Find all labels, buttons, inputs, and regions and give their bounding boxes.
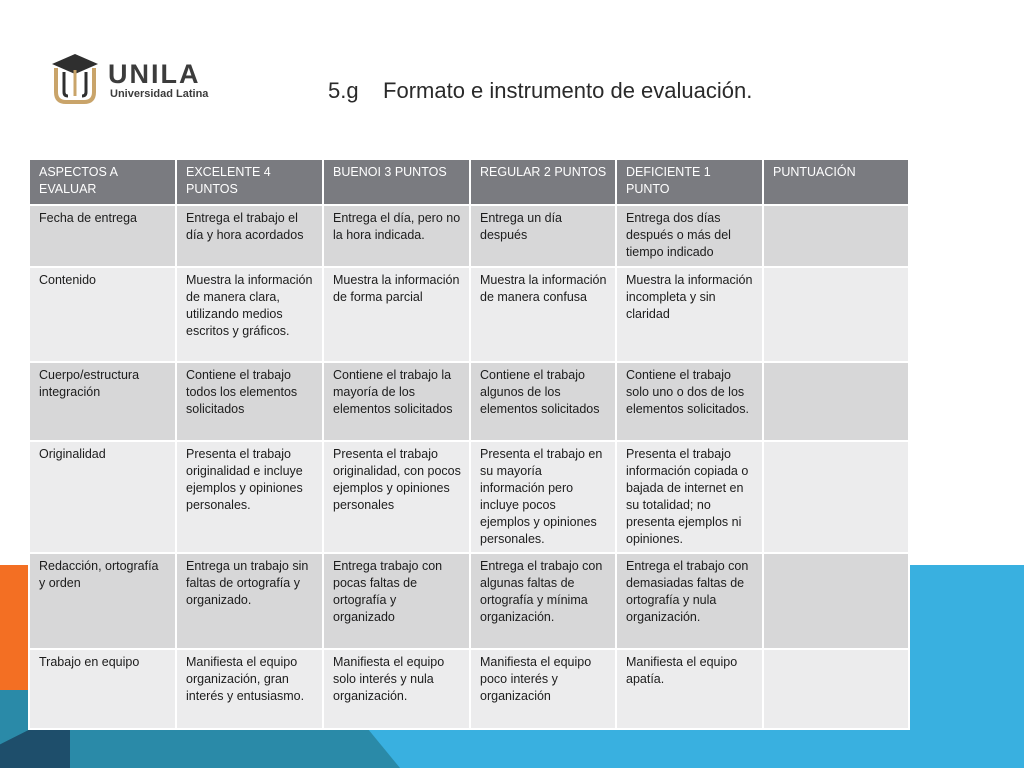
- university-logo: [50, 52, 220, 104]
- cell-regular: Entrega un día después: [470, 205, 616, 267]
- logo-subtitle: Universidad Latina: [110, 88, 209, 100]
- cell-deficiente: Muestra la información incompleta y sin claridad: [616, 267, 763, 362]
- header-bueno: BUENOI 3 PUNTOS: [323, 159, 470, 205]
- cell-deficiente: Contiene el trabajo solo uno o dos de los elementos solicitados.: [616, 362, 763, 441]
- table-row: [29, 553, 909, 649]
- cell-bueno: Manifiesta el equipo solo interés y nula organización.: [323, 649, 470, 729]
- row-aspect: Trabajo en equipo: [29, 649, 176, 729]
- table-row: [29, 267, 909, 362]
- row-aspect: Redacción, ortografía y orden: [29, 553, 176, 649]
- cell-puntuacion[interactable]: [763, 362, 909, 441]
- header-aspectos: ASPECTOS A EVALUAR: [29, 159, 176, 205]
- evaluation-rubric-table: [28, 158, 908, 727]
- cell-puntuacion[interactable]: [763, 267, 909, 362]
- cell-bueno: Contiene el trabajo la mayoría de los elementos solicitados: [323, 362, 470, 441]
- table-row: [29, 649, 909, 729]
- header-deficiente: DEFICIENTE 1 PUNTO: [616, 159, 763, 205]
- cell-regular: Manifiesta el equipo poco interés y organización: [470, 649, 616, 729]
- cell-puntuacion[interactable]: [763, 205, 909, 267]
- header-puntuacion: PUNTUACIÓN: [763, 159, 909, 205]
- slide-title: 5.g Formato e instrumento de evaluación.: [328, 78, 753, 103]
- table-row: [29, 441, 909, 553]
- cell-excelente: Manifiesta el equipo organización, gran interés y entusiasmo.: [176, 649, 323, 729]
- table-row: [29, 362, 909, 441]
- cell-regular: Presenta el trabajo en su mayoría información pero incluye pocos ejemplos y opiniones personales.: [470, 441, 616, 553]
- cell-excelente: Entrega un trabajo sin faltas de ortografía y organizado.: [176, 553, 323, 649]
- cell-regular: Contiene el trabajo algunos de los elementos solicitados: [470, 362, 616, 441]
- table-row: [29, 205, 909, 267]
- row-aspect: Cuerpo/estructura integración: [29, 362, 176, 441]
- cell-bueno: Muestra la información de forma parcial: [323, 267, 470, 362]
- cell-excelente: Presenta el trabajo originalidad e incluye ejemplos y opiniones personales.: [176, 441, 323, 553]
- cell-deficiente: Manifiesta el equipo apatía.: [616, 649, 763, 729]
- cell-deficiente: Presenta el trabajo información copiada o bajada de internet en su totalidad; no presenta ejemplos ni opiniones.: [616, 441, 763, 553]
- cell-excelente: Muestra la información de manera clara, utilizando medios escritos y gráficos.: [176, 267, 323, 362]
- header-regular: REGULAR 2 PUNTOS: [470, 159, 616, 205]
- cell-puntuacion[interactable]: [763, 553, 909, 649]
- cell-regular: Entrega el trabajo con algunas faltas de ortografía y mínima organización.: [470, 553, 616, 649]
- cell-regular: Muestra la información de manera confusa: [470, 267, 616, 362]
- header-excelente: EXCELENTE 4 PUNTOS: [176, 159, 323, 205]
- cell-deficiente: Entrega el trabajo con demasiadas faltas de ortografía y nula organización.: [616, 553, 763, 649]
- cell-excelente: Entrega el trabajo el día y hora acordados: [176, 205, 323, 267]
- cell-puntuacion[interactable]: [763, 441, 909, 553]
- cell-puntuacion[interactable]: [763, 649, 909, 729]
- cell-excelente: Contiene el trabajo todos los elementos solicitados: [176, 362, 323, 441]
- graduation-cap-logo-icon: [50, 52, 100, 104]
- cell-deficiente: Entrega dos días después o más del tiempo indicado: [616, 205, 763, 267]
- table-header-row: [29, 159, 909, 205]
- row-aspect: Originalidad: [29, 441, 176, 553]
- cell-bueno: Entrega el día, pero no la hora indicada.: [323, 205, 470, 267]
- row-aspect: Fecha de entrega: [29, 205, 176, 267]
- cell-bueno: Presenta el trabajo originalidad, con pocos ejemplos y opiniones personales: [323, 441, 470, 553]
- cell-bueno: Entrega trabajo con pocas faltas de ortografía y organizado: [323, 553, 470, 649]
- row-aspect: Contenido: [29, 267, 176, 362]
- logo-name: UNILA: [108, 59, 201, 89]
